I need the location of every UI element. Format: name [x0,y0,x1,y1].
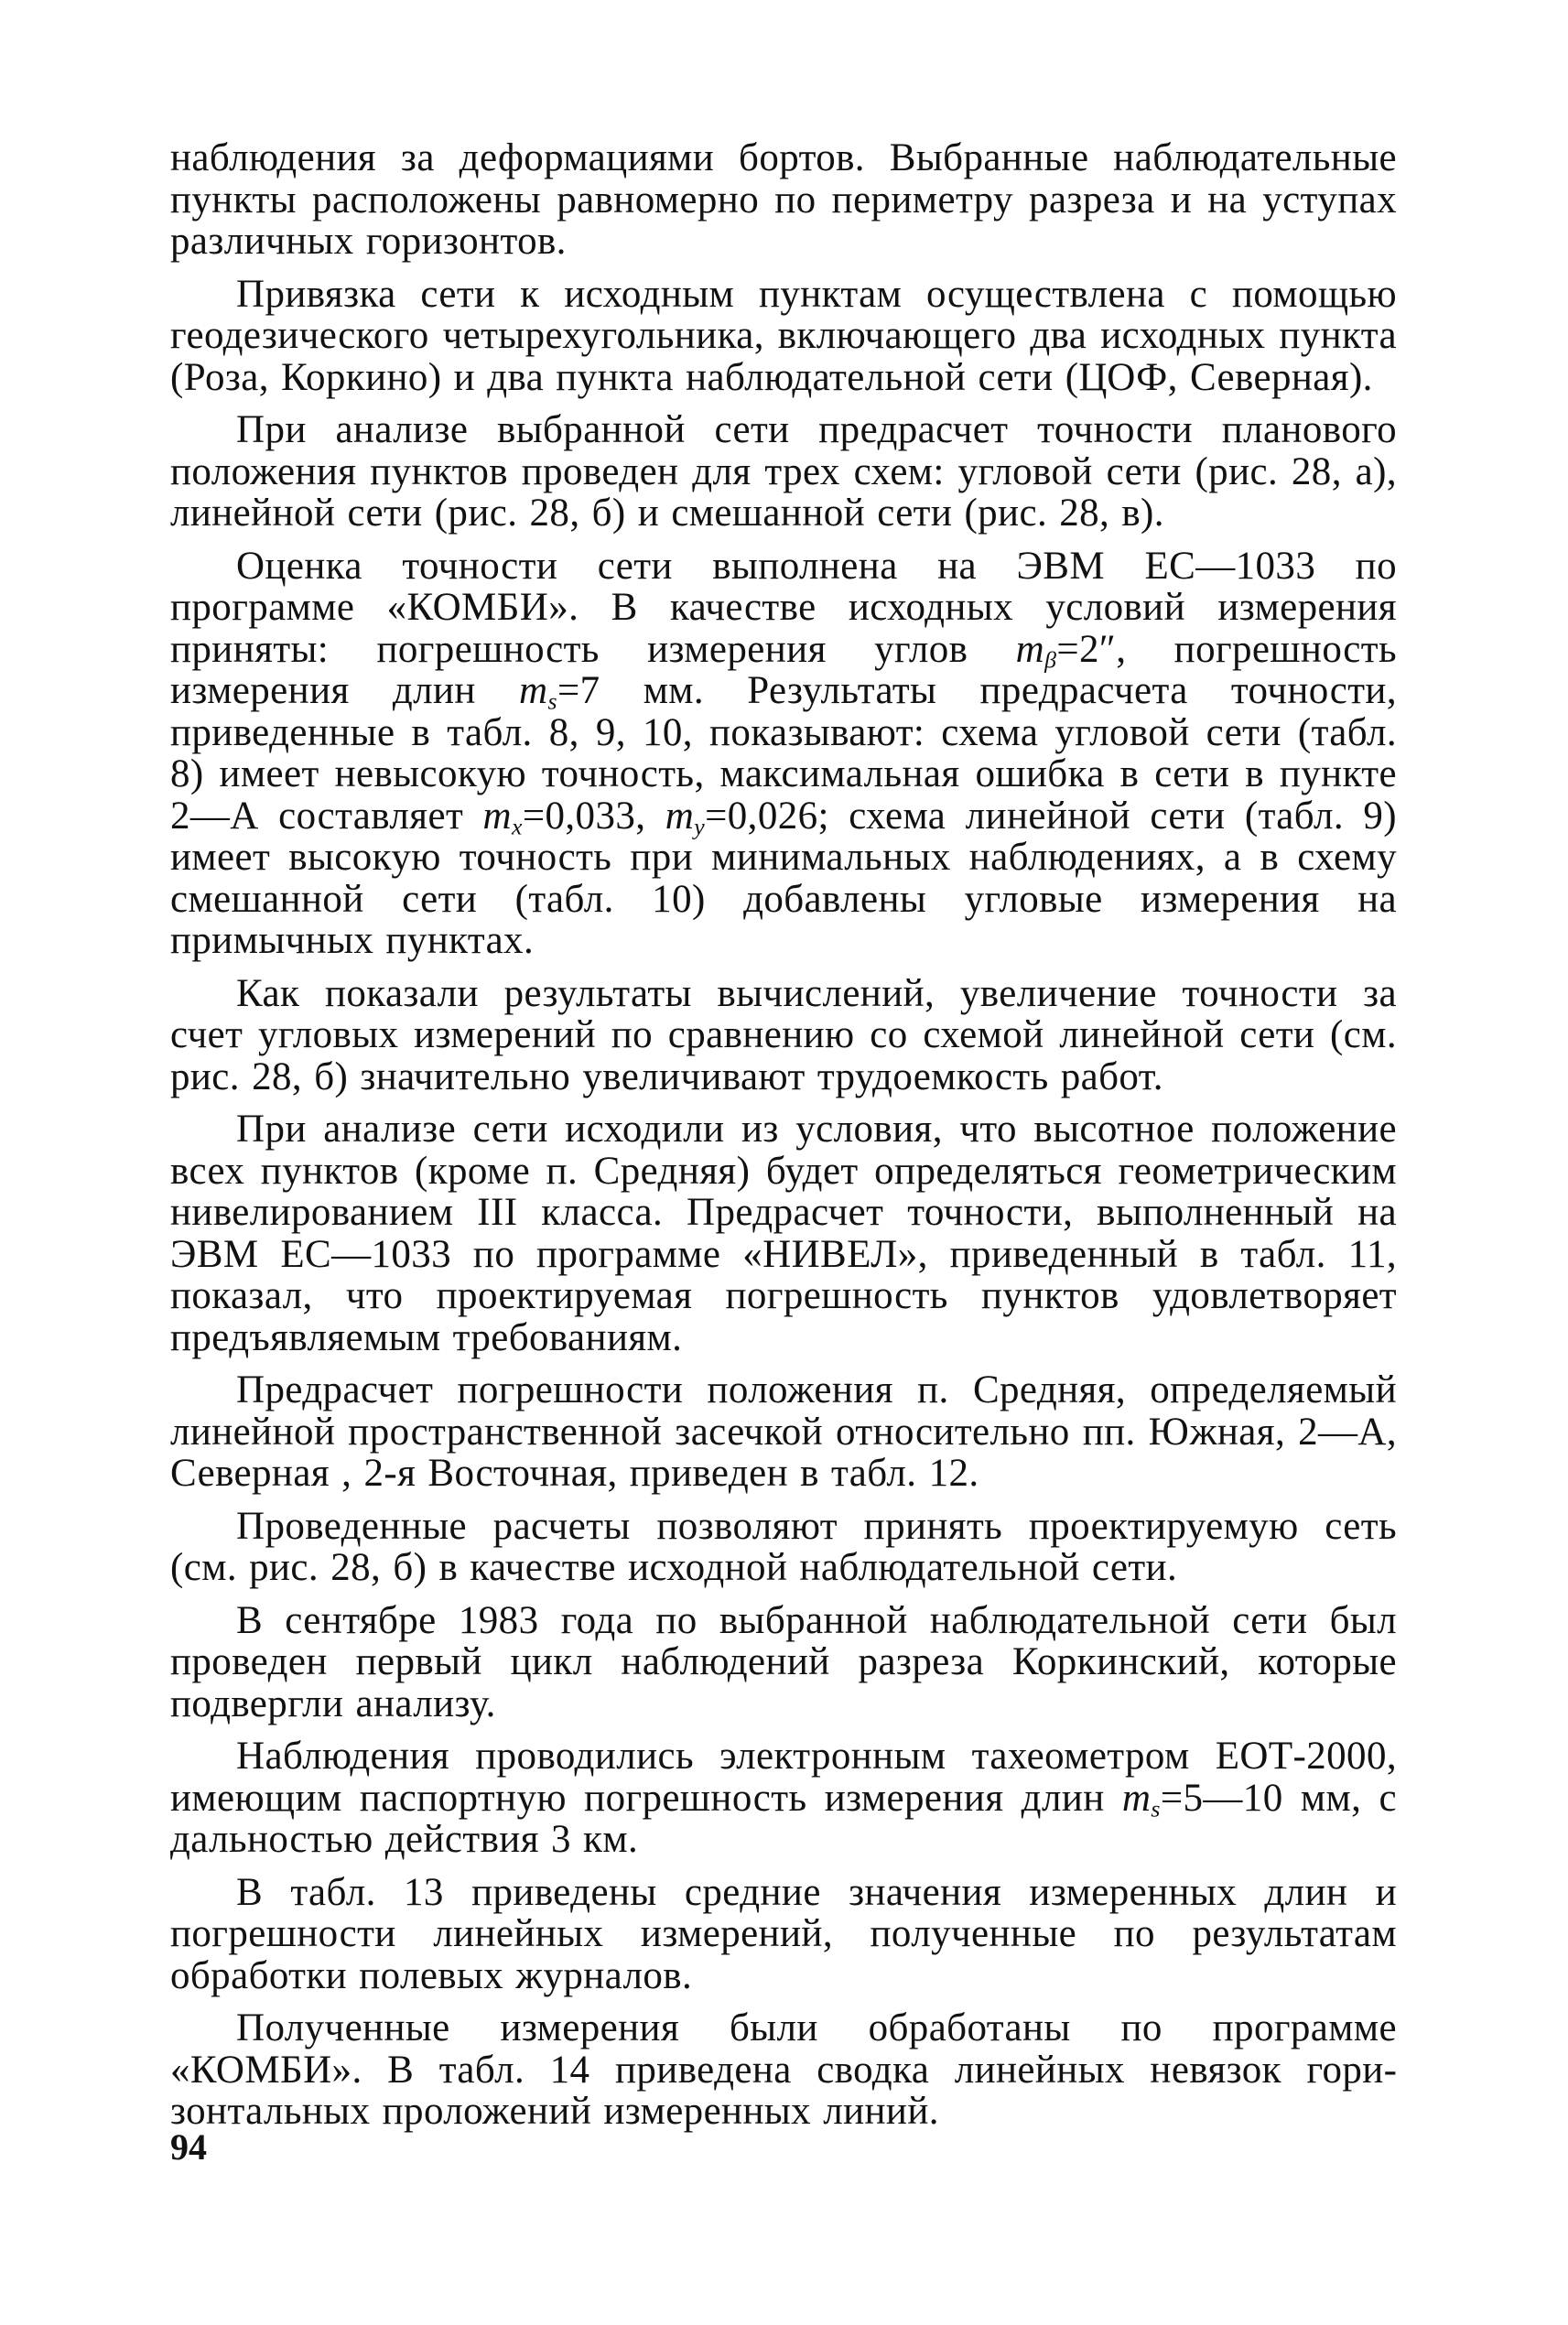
paragraph-4-text-3: =7 мм. Результаты предрасчета точности, приведенные в табл. 8, 9, 10, показывают: схема угловой сети (табл. 8) имеет невысокую точность, максимальная ошибка в сети в пункте 2—А составляет [170,669,1397,838]
paragraph-4-text-5: =0,026; схема линейной сети (табл. 9) имеет высокую точность при минимальных наблюдениях, а в схему смешанной сети (табл. 10) добавлены угловые измерения на примычных пунктах. [170,794,1397,962]
paragraph-6: При анализе сети исходили из условия, что высотное положение всех пунктов (кроме п. Средняя) будет определяться геометрическим нивелированием III класса. Предрасчет точности, выполненный на ЭВМ ЕС—1033 по программе «НИВЕЛ», приведенный в табл. 11, показал, что проектируемая погрешность пунктов удовлетворяет предъявляемым требованиям. [170,1108,1397,1359]
paragraph-8: Проведенные расчеты позволяют принять проектируемую сеть (см. рис. 28, б) в качестве исходной наблюдательной сети. [170,1504,1397,1589]
paragraph-4 [170,546,1397,962]
paragraph-10 [170,1736,1397,1861]
paragraph-9: В сентябре 1983 года по выбранной наблюдательной сети был проведен первый цикл наблюдений разреза Коркинский, которые подвергли анализу. [170,1598,1397,1725]
paragraph-4-text-2: =2″, погрешность измерения длин [170,627,1397,712]
paragraph-4-text-1: Оценка точности сети выполнена на ЭВМ ЕС—1033 по программе «КОМБИ». В качестве исходных условий измерения приняты: погрешность измерения углов [170,544,1397,671]
symbol-m-x: $m_x$ [482,794,523,839]
paragraph-10-text-1: Наблюдения проводились электронным тахеометром ЕОТ-2000, имеющим паспортную погрешность измерения длин [170,1735,1397,1820]
paragraph-10-text-2: =5—10 мм, с дальностью действия 3 км. [170,1776,1397,1861]
paragraph-3: При анализе выбранной сети предрасчет точности планового положения пунктов проведен для трех схем: угловой сети (рис. 28, а), линейной сети (рис. 28, б) и смешанной сети (рис. 28, в). [170,408,1397,535]
page-number: 94 [170,2126,207,2168]
symbol-m-beta: $m_\beta$ [1015,627,1057,673]
paragraph-5: Как показали результаты вычислений, увеличение точности за счет угловых измерений по сравнению со схемой линейной сети (см. рис. 28, б) значительно увеличивают трудоемкость работ. [170,971,1397,1098]
paragraph-11: В табл. 13 приведены средние значения измеренных длин и погрешности линейных измерений, полученные по результатам обработки полевых журналов. [170,1870,1397,1997]
symbol-m-s: $m_s$ [1121,1776,1161,1822]
paragraph-2: Привязка сети к исходным пунктам осуществлена с помощью геодезического четырехугольника, включающего два исходных пункта (Роза, Коркино) и два пункта наблюдательной сети (ЦОФ, Северная). [170,272,1397,399]
paragraph-1: наблюдения за деформациями бортов. Выбранные наблюдательные пункты расположены равномерно по периметру разреза и на уступах различных горизонтов. [170,136,1397,263]
paragraph-4-text-4: =0,033, [522,794,665,838]
text-column [170,137,1397,2144]
symbol-m-y: $m_y$ [665,794,706,839]
symbol-m-s: $m_s$ [519,669,557,715]
paragraph-7: Предрасчет погрешности положения п. Средняя, определяемый линейной пространственной засечкой относительно пп. Южная, 2—А, Северная , 2-я Восточная, приведен в табл. 12. [170,1368,1397,1495]
paragraph-12: Полученные измерения были обработаны по программе «КОМБИ». В табл. 14 приведена сводка линейных невязок горизонтальных проложений измеренных линий. [170,2006,1397,2133]
